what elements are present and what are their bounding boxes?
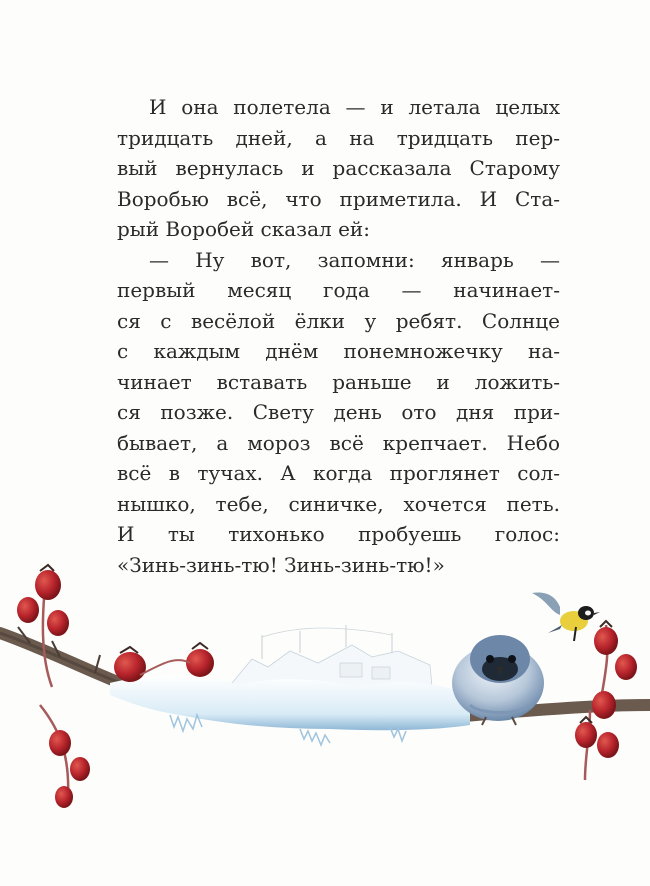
text-line: рый Воробей сказал ей: — [117, 217, 370, 241]
text-line: с каждым днём понемножечку на- — [117, 339, 560, 363]
text-line: И ты тихонько пробуешь голос: — [117, 522, 560, 546]
text-line: нышко, тебе, синичке, хочется петь. — [117, 491, 560, 516]
text-line: первый месяц года — начинает- — [117, 278, 560, 302]
text-line: вый вернулась и рассказала Старому — [117, 156, 560, 180]
text-line: ся позже. Свету день ото дня при- — [117, 400, 560, 424]
text-line: тридцать дней, а на тридцать пер- — [117, 125, 560, 150]
text-line: И она полетела — и летала целых — [149, 95, 560, 119]
text-line: — Ну вот, запомни: январь — — [149, 247, 560, 272]
winter-branch-illustration — [0, 555, 650, 825]
snow-cover — [110, 676, 470, 745]
distant-village — [232, 625, 432, 689]
rosehip-berries-right — [575, 621, 637, 758]
text-line: ся с весёлой ёлки у ребят. Солнце — [117, 308, 560, 333]
text-line: бывает, а мороз всё крепчает. Небо — [117, 430, 560, 455]
story-text — [117, 92, 560, 580]
text-line: всё в тучах. А когда проглянет сол- — [117, 461, 560, 485]
titmouse-illustration — [532, 593, 600, 641]
text-line: «Зинь-зинь-тю! Зинь-зинь-тю!» — [117, 552, 445, 577]
text-line: чинает вставать раньше и ложить- — [117, 369, 560, 394]
text-line: Воробью всё, что приметила. И Ста- — [117, 186, 560, 211]
